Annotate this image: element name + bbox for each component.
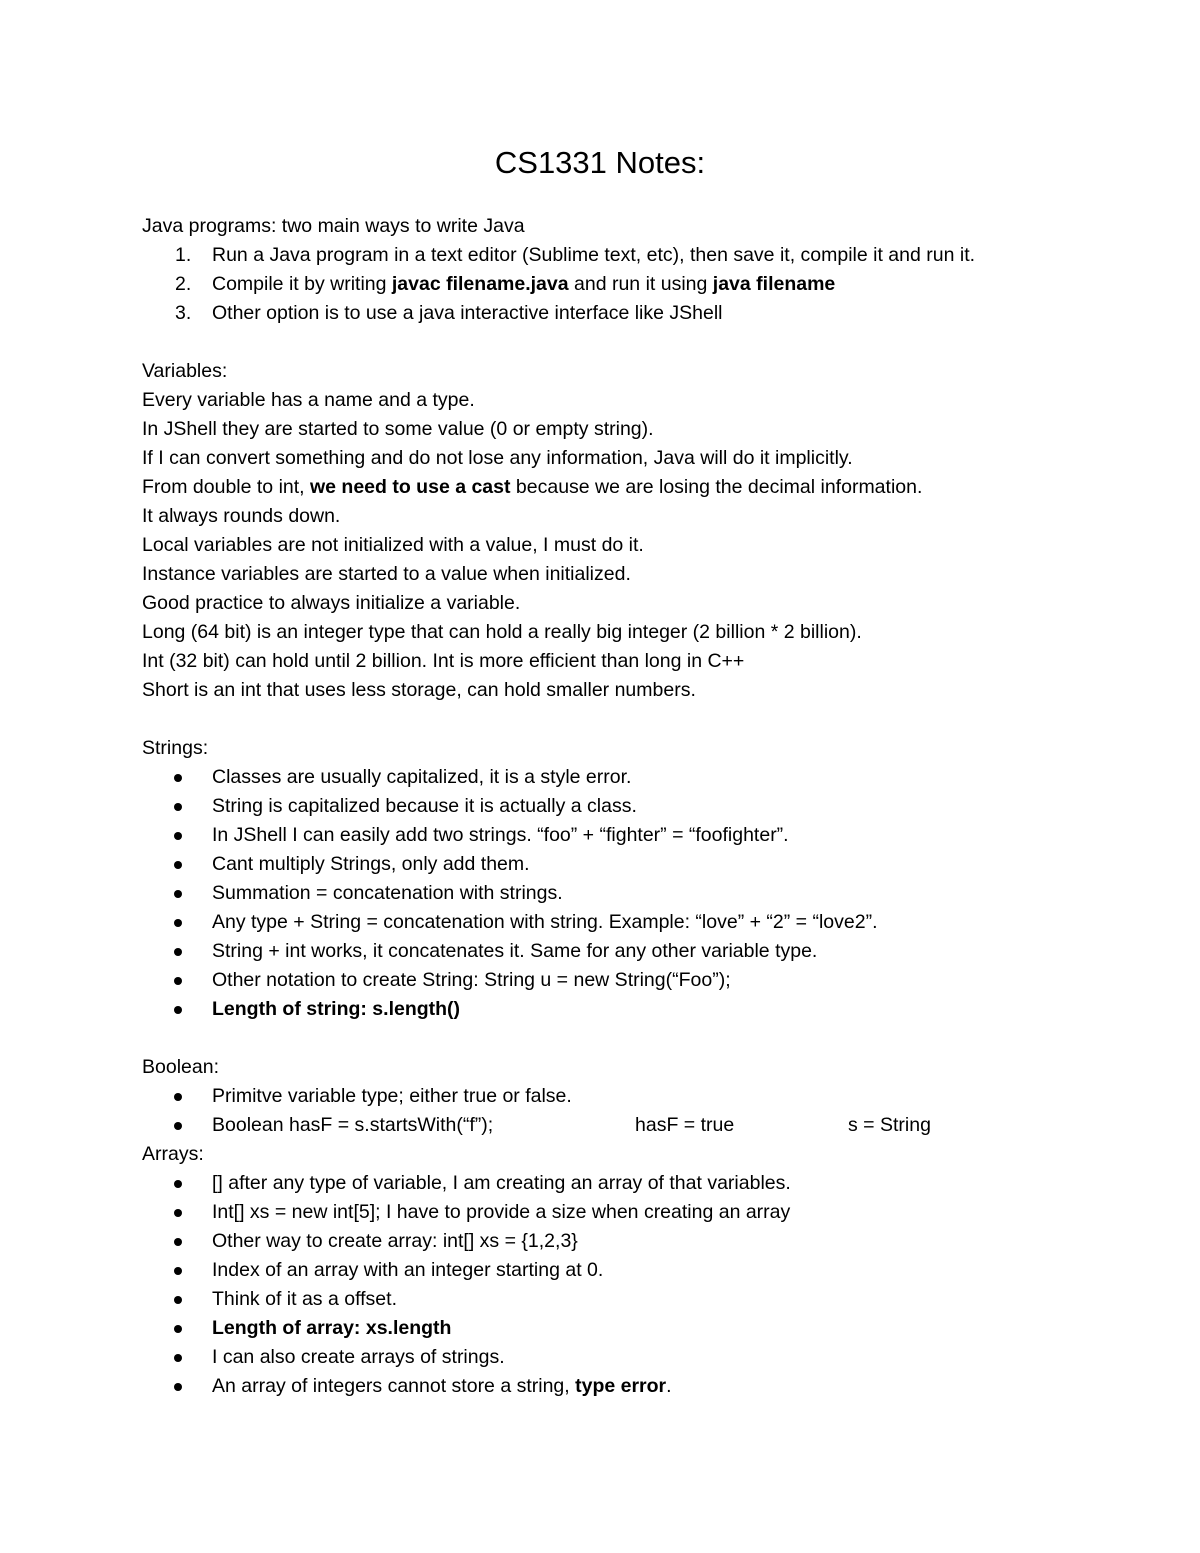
page-title: CS1331 Notes: [494, 145, 706, 180]
list-item-text [212, 1172, 791, 1194]
list-item-text [212, 1259, 603, 1281]
text-run: Other notation to create String: String u = new String(“Foo”); [212, 969, 731, 991]
list-item [142, 821, 1102, 850]
list-item [142, 879, 1102, 908]
java-programs-list [142, 241, 1102, 328]
bold-text: type error [575, 1375, 667, 1397]
bullet-icon [174, 803, 182, 811]
strings-list [142, 763, 1102, 1024]
list-item [142, 1198, 1102, 1227]
text-run: [] after any type of variable, I am creating an array of that variables. [212, 1172, 791, 1194]
text-run: Classes are usually capitalized, it is a style error. [212, 766, 632, 788]
list-item-text [212, 882, 563, 904]
text-run: Long (64 bit) is an integer type that can hold a really big integer (2 billion * 2 billion). [142, 621, 862, 643]
list-item-text [212, 244, 975, 266]
boolean-list [142, 1082, 1102, 1140]
strings-heading: Strings: [142, 737, 209, 759]
bullet-icon [174, 1296, 182, 1304]
bullet-icon [174, 890, 182, 898]
bullet-icon [174, 1354, 182, 1362]
bold-text: java filename [712, 273, 836, 295]
text-run: Good practice to always initialize a variable. [142, 592, 521, 614]
text-run: It always rounds down. [142, 505, 341, 527]
text-run: Think of it as a offset. [212, 1288, 397, 1310]
bullet-icon [174, 1383, 182, 1391]
list-item-text: Boolean hasF = s.startsWith(“f”); [212, 1114, 494, 1136]
list-number: 2. [175, 273, 192, 295]
list-item-text [212, 1230, 578, 1252]
list-item [142, 937, 1102, 966]
bullet-icon [174, 1093, 182, 1101]
text-run: Short is an int that uses less storage, can hold smaller numbers. [142, 679, 696, 701]
arrays-list [142, 1169, 1102, 1401]
list-number: 1. [175, 244, 192, 266]
list-item [142, 1256, 1102, 1285]
list-item [142, 1227, 1102, 1256]
text-run: Instance variables are started to a value when initialized. [142, 563, 631, 585]
text-run: Run a Java program in a text editor (Sublime text, etc), then save it, compile it and run it. [212, 244, 976, 266]
list-item-text [212, 853, 530, 875]
list-item-text [212, 969, 731, 991]
list-item-text [212, 940, 817, 962]
bullet-icon [174, 1180, 182, 1188]
text-run: String is capitalized because it is actually a class. [212, 795, 637, 817]
list-item-text [212, 911, 878, 933]
bold-text: we need to use a cast [310, 476, 511, 498]
list-item-text: hasF = true [635, 1114, 735, 1136]
list-item-text [212, 1288, 397, 1310]
text-line [142, 386, 1102, 415]
text-run: Compile it by writing [212, 273, 392, 295]
text-line [142, 502, 1102, 531]
list-item [142, 270, 1102, 299]
text-run: From double to int, [142, 476, 310, 498]
boolean-heading: Boolean: [142, 1056, 219, 1078]
list-item [142, 763, 1102, 792]
list-item-text [212, 1346, 505, 1368]
list-item [142, 1111, 1102, 1140]
bold-text: Length of string: s.length() [212, 998, 461, 1020]
text-run: In JShell I can easily add two strings. “foo” + “fighter” = “foofighter”. [212, 824, 789, 846]
bullet-icon [174, 861, 182, 869]
list-item [142, 1169, 1102, 1198]
bullet-icon [174, 977, 182, 985]
bullet-icon [174, 1238, 182, 1246]
text-run: Int (32 bit) can hold until 2 billion. Int is more efficient than long in C++ [142, 650, 745, 672]
bullet-icon [174, 1325, 182, 1333]
list-item-text [212, 998, 460, 1020]
text-run: Int[] xs = new int[5]; I have to provide a size when creating an array [212, 1201, 791, 1223]
variables-heading: Variables: [142, 360, 228, 382]
bullet-icon [174, 1267, 182, 1275]
text-run: I can also create arrays of strings. [212, 1346, 505, 1368]
list-item-text [212, 1375, 672, 1397]
text-run: because we are losing the decimal information. [510, 476, 923, 498]
text-run: and run it using [568, 273, 713, 295]
list-item [142, 908, 1102, 937]
document-body [142, 212, 1102, 1401]
text-line [142, 415, 1102, 444]
text-run: Every variable has a name and a type. [142, 389, 475, 411]
text-line [142, 618, 1102, 647]
list-item [142, 1343, 1102, 1372]
text-line [142, 676, 1102, 705]
text-run: String + int works, it concatenates it. Same for any other variable type. [212, 940, 818, 962]
text-line [142, 647, 1102, 676]
list-item [142, 1372, 1102, 1401]
text-run: . [666, 1375, 672, 1397]
bullet-icon [174, 1209, 182, 1217]
text-run: An array of integers cannot store a string, [212, 1375, 576, 1397]
list-item [142, 995, 1102, 1024]
list-item [142, 1082, 1102, 1111]
bullet-icon [174, 1122, 182, 1130]
bullet-icon [174, 948, 182, 956]
text-run: Index of an array with an integer starting at 0. [212, 1259, 604, 1281]
java-programs-heading: Java programs: two main ways to write Java [142, 215, 525, 237]
text-run: Other option is to use a java interactive interface like JShell [212, 302, 723, 324]
list-item-text: Primitve variable type; either true or false. [212, 1085, 572, 1107]
list-item [142, 1285, 1102, 1314]
list-item-text [212, 273, 835, 295]
list-item-text: s = String [848, 1114, 931, 1136]
bold-text: javac filename.java [391, 273, 569, 295]
bold-text: Length of array: xs.length [212, 1317, 452, 1339]
variables-lines [142, 386, 1102, 705]
text-line [142, 444, 1102, 473]
list-item-text [212, 1317, 451, 1339]
list-number: 3. [175, 302, 192, 324]
text-run: Summation = concatenation with strings. [212, 882, 563, 904]
list-item [142, 850, 1102, 879]
text-run: In JShell they are started to some value (0 or empty string). [142, 418, 654, 440]
list-item [142, 241, 1102, 270]
list-item-text [212, 795, 637, 817]
list-item [142, 299, 1102, 328]
text-run: Other way to create array: int[] xs = {1,2,3} [212, 1230, 578, 1252]
list-item [142, 966, 1102, 995]
bullet-icon [174, 919, 182, 927]
list-item-text [212, 766, 631, 788]
list-item-text [212, 824, 789, 846]
list-item-text [212, 1201, 790, 1223]
text-run: Any type + String = concatenation with string. Example: “love” + “2” = “love2”. [212, 911, 878, 933]
text-line [142, 531, 1102, 560]
list-item [142, 1314, 1102, 1343]
text-line [142, 560, 1102, 589]
list-item-text [212, 302, 723, 324]
text-run: Local variables are not initialized with a value, I must do it. [142, 534, 644, 556]
bullet-icon [174, 1006, 182, 1014]
arrays-heading: Arrays: [142, 1143, 204, 1165]
text-line [142, 473, 1102, 502]
text-line [142, 589, 1102, 618]
bullet-icon [174, 832, 182, 840]
text-run: If I can convert something and do not lose any information, Java will do it implicitly. [142, 447, 853, 469]
bullet-icon [174, 774, 182, 782]
list-item [142, 792, 1102, 821]
text-run: Cant multiply Strings, only add them. [212, 853, 530, 875]
